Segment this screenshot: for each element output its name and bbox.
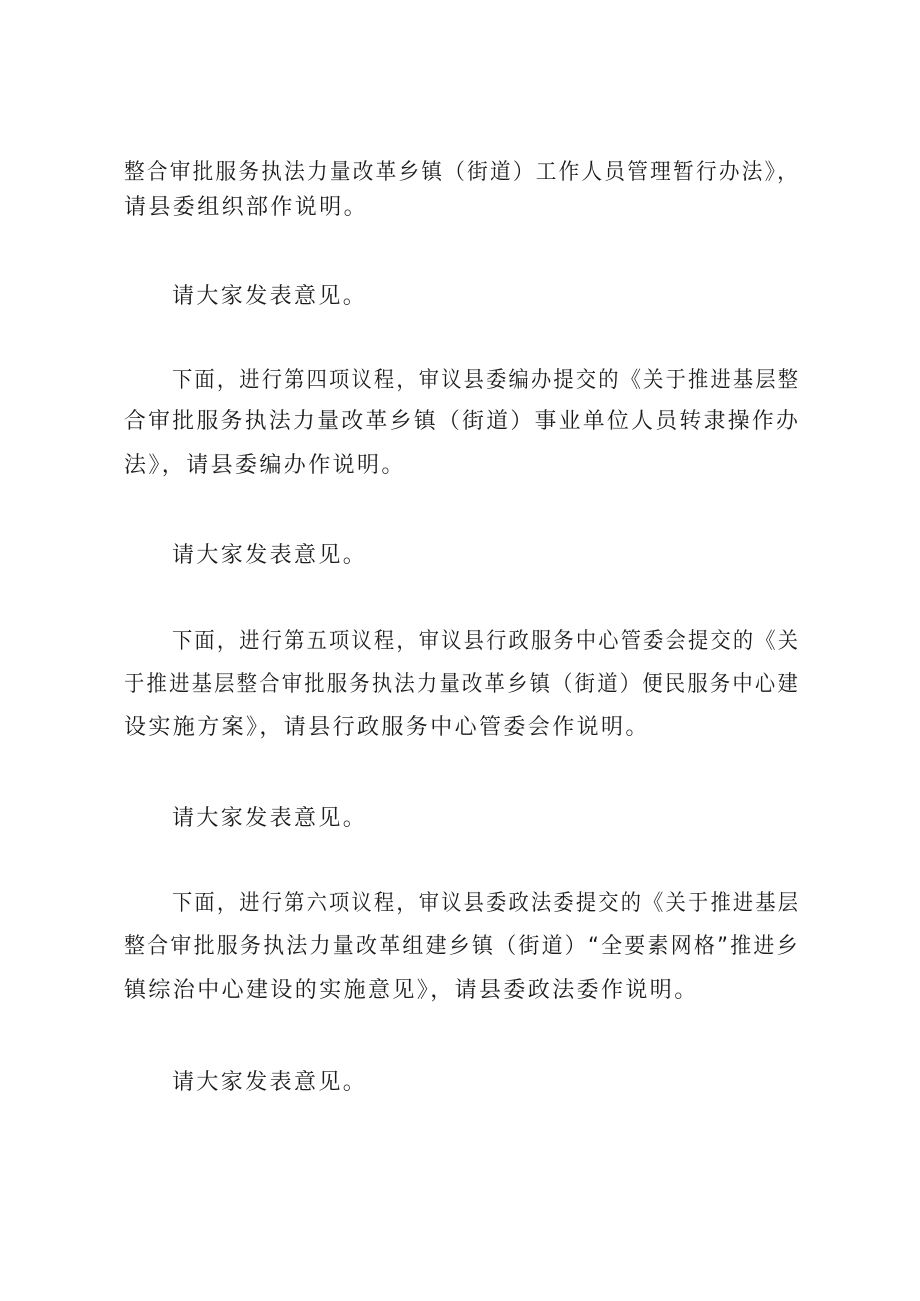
- paragraph-line: 整合审批服务执法力量改革乡镇（街道）工作人员管理暂行办法》，: [124, 160, 801, 185]
- paragraph-line: 设实施方案》，请县行政服务中心管委会作说明。: [124, 715, 650, 740]
- paragraph-line: 于推进基层整合审批服务执法力量改革乡镇（街道）便民服务中心建: [124, 672, 801, 697]
- paragraph-line: 法》，请县委编办作说明。: [124, 453, 406, 478]
- paragraph-line: 合审批服务执法力量改革乡镇（街道）事业单位人员转隶操作办: [124, 409, 801, 434]
- paragraph-line: 下面，进行第五项议程，审议县行政服务中心管委会提交的《关: [172, 629, 801, 654]
- paragraph-line: 整合审批服务执法力量改革组建乡镇（街道）“全要素网格”推进乡: [124, 934, 800, 959]
- paragraph-line: 请大家发表意见。: [172, 543, 368, 568]
- paragraph-line: 请县委组织部作说明。: [124, 195, 369, 220]
- paragraph-line: 请大家发表意见。: [172, 806, 368, 831]
- paragraph-line: 请大家发表意见。: [172, 1070, 368, 1095]
- paragraph-line: 下面，进行第六项议程，审议县委政法委提交的《关于推进基层: [172, 891, 801, 916]
- paragraph-line: 下面，进行第四项议程，审议县委编办提交的《关于推进基层整: [172, 368, 801, 393]
- paragraph-line: 镇综治中心建设的实施意见》，请县委政法委作说明。: [124, 978, 699, 1003]
- paragraph-line: 请大家发表意见。: [172, 284, 368, 309]
